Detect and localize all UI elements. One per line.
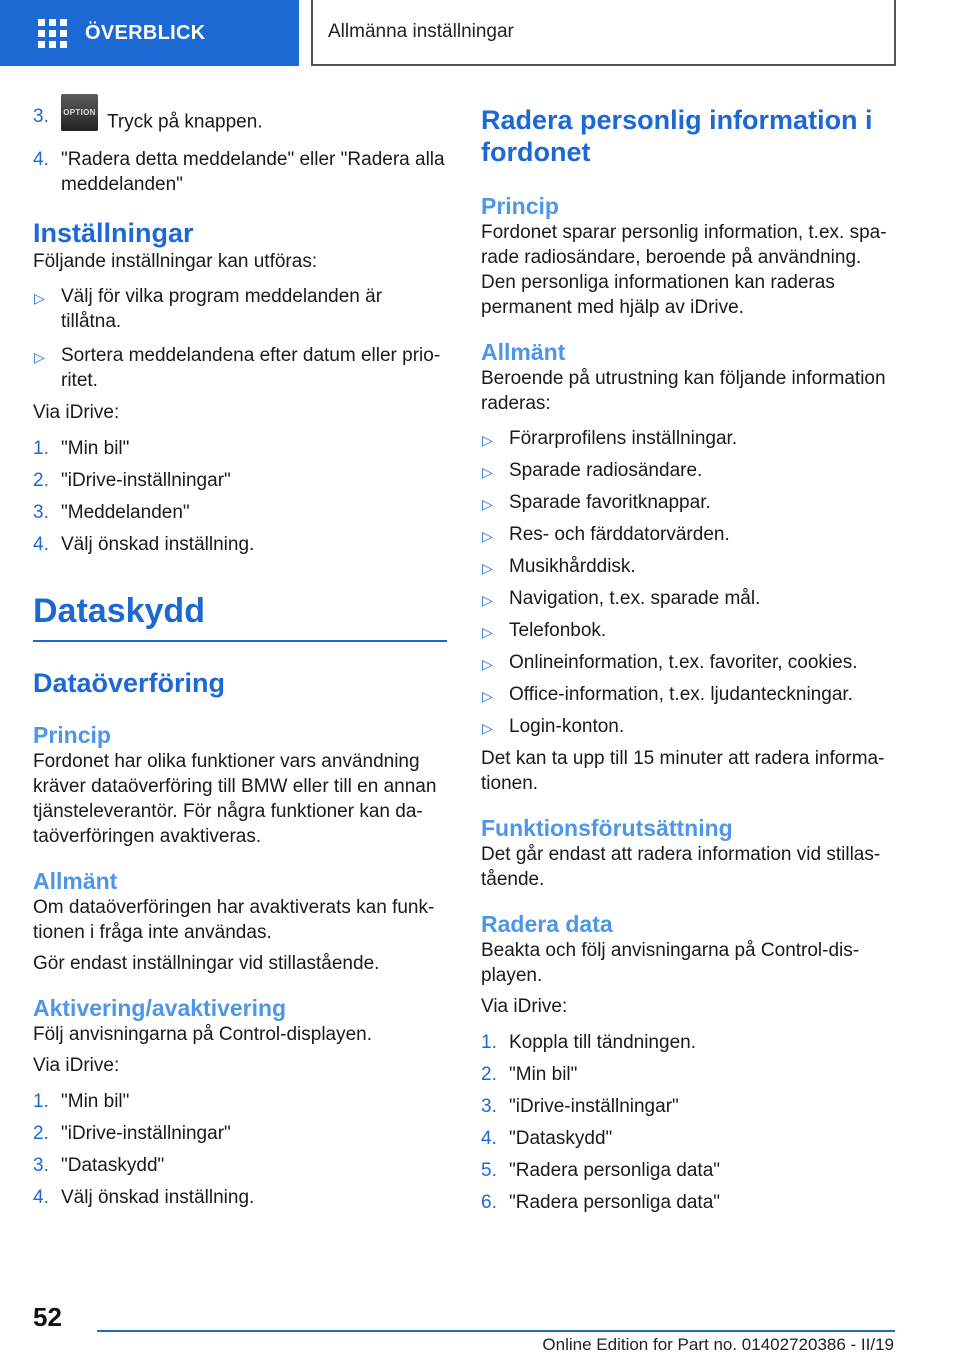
bullet-text: Välj för vilka program meddelanden är tillåtna. (61, 286, 383, 332)
list-item (33, 343, 447, 393)
list-item (481, 714, 899, 739)
triangle-bullet-icon: ▷ (482, 528, 493, 544)
chapter-title: Dataskydd (33, 592, 205, 630)
delete-personal-info-heading: Radera personlig information i fordonet (481, 105, 873, 167)
triangle-bullet-icon: ▷ (482, 592, 493, 608)
footer-divider (97, 1330, 895, 1332)
step-number: 4. (33, 149, 49, 170)
section-title-box (311, 0, 896, 66)
activation-steps-list (33, 1089, 447, 1210)
list-item (481, 586, 899, 611)
list-item (481, 426, 899, 451)
principle-text: Fordonet sparar personlig information, t.ex. spa-rade radiosändare, beroende på användning. Den personliga informationen kan raderas permanent med hjälp av iDrive. (481, 222, 887, 318)
settings-bullets (33, 284, 447, 393)
triangle-bullet-icon: ▷ (482, 496, 493, 512)
edition-text: Online Edition for Part no. 01402720386 - II/19 (542, 1335, 894, 1354)
general-text-1: Om dataöverföringen har avaktiverats kan funk-tionen i fråga inte användas. (33, 897, 435, 943)
settings-heading: Inställningar (33, 218, 194, 248)
list-item (481, 1094, 899, 1119)
step-number: 5. (481, 1160, 497, 1181)
triangle-bullet-icon: ▷ (482, 432, 493, 448)
step-number: 3. (481, 1096, 497, 1117)
step-text: "Radera personliga data" (509, 1192, 721, 1213)
principle-heading: Princip (33, 722, 111, 748)
general-text-2: Gör endast inställningar vid stillastående. (33, 953, 380, 974)
list-item (481, 1030, 899, 1055)
bullet-text: Telefonbok. (509, 620, 607, 641)
list-item (481, 490, 899, 515)
step-text: "iDrive-inställningar" (61, 1123, 231, 1144)
requirement-text: Det går endast att radera information vid stillas-tående. (481, 844, 881, 890)
triangle-bullet-icon: ▷ (482, 624, 493, 640)
step-number: 4. (33, 1187, 49, 1208)
general-heading: Allmänt (481, 339, 566, 365)
overview-tab[interactable] (0, 0, 299, 66)
principle-text: Fordonet har olika funktioner vars användning kräver dataöverföring till BMW eller till en annan tjänsteleverantör. För några funktioner kan da-taöverföringen avaktiveras. (33, 751, 437, 847)
list-item (481, 618, 899, 643)
bullet-text: Onlineinformation, t.ex. favoriter, cookies. (509, 652, 858, 673)
delete-steps-list (481, 1030, 899, 1215)
step-number: 4. (481, 1128, 497, 1149)
step-number: 3. (33, 1155, 49, 1176)
duration-text: Det kan ta upp till 15 minuter att radera informa-tionen. (481, 748, 885, 794)
step-text: "Min bil" (61, 438, 130, 459)
data-transfer-heading: Dataöverföring (33, 668, 226, 698)
step-number: 1. (33, 438, 49, 459)
step-text: "iDrive-inställningar" (61, 470, 231, 491)
list-item (481, 458, 899, 483)
bullet-text: Musikhårddisk. (509, 556, 636, 577)
chapter-divider (33, 640, 447, 642)
step-text: Välj önskad inställning. (61, 534, 255, 555)
bullet-text: Sparade radiosändare. (509, 460, 703, 481)
triangle-bullet-icon: ▷ (482, 688, 493, 704)
list-item (481, 522, 899, 547)
step-text: Välj önskad inställning. (61, 1187, 255, 1208)
list-item (481, 1190, 899, 1215)
page-number: 52 (33, 1302, 62, 1332)
step-number: 4. (33, 534, 49, 555)
step-text: Koppla till tändningen. (509, 1032, 696, 1053)
triangle-bullet-icon: ▷ (482, 720, 493, 736)
list-item (33, 532, 447, 557)
section-title: Allmänna inställningar (328, 21, 514, 42)
via-idrive-label: Via iDrive: (481, 996, 568, 1017)
step-number: 2. (33, 1123, 49, 1144)
list-item (481, 1126, 899, 1151)
step-text: "Meddelanden" (61, 502, 190, 523)
step-number: 2. (33, 470, 49, 491)
step-text: "Dataskydd" (509, 1128, 613, 1149)
step-text: "Min bil" (61, 1091, 130, 1112)
list-item (33, 147, 447, 197)
triangle-bullet-icon: ▷ (482, 560, 493, 576)
general-heading: Allmänt (33, 868, 118, 894)
deletable-info-bullets (481, 426, 899, 739)
list-item (33, 436, 447, 461)
activation-text: Följ anvisningarna på Control-displayen. (33, 1024, 373, 1045)
bullet-text: Office-information, t.ex. ljudanteckningar. (509, 684, 853, 705)
right-column (481, 104, 899, 1222)
list-item (33, 500, 447, 525)
grid-menu-icon (38, 19, 67, 48)
step-number: 1. (481, 1032, 497, 1053)
delete-data-text: Beakta och följ anvisningarna på Control-dis-playen. (481, 940, 860, 986)
via-idrive-label: Via iDrive: (33, 1055, 120, 1076)
option-button-icon: OPTION (61, 94, 98, 131)
step-text: "Min bil" (509, 1064, 578, 1085)
list-item (33, 1185, 447, 1210)
step-number: 6. (481, 1192, 497, 1213)
requirement-heading: Funktionsförutsättning (481, 815, 733, 841)
bullet-text: Res- och färddatorvärden. (509, 524, 730, 545)
step-text: "iDrive-inställningar" (509, 1096, 679, 1117)
step-text: Tryck på knappen. (107, 111, 263, 133)
list-item (33, 1153, 447, 1178)
delete-data-heading: Radera data (481, 911, 613, 937)
activation-heading: Aktivering/avaktivering (33, 995, 287, 1021)
step-text: "Radera personliga data" (509, 1160, 721, 1181)
step-number: 1. (33, 1091, 49, 1112)
principle-heading: Princip (481, 193, 559, 219)
bullet-text: Login-konton. (509, 716, 625, 737)
list-item (481, 650, 899, 675)
via-idrive-label: Via iDrive: (33, 402, 120, 423)
list-item (481, 554, 899, 579)
triangle-bullet-icon: ▷ (34, 290, 45, 306)
step-text: "Dataskydd" (61, 1155, 165, 1176)
bullet-text: Navigation, t.ex. sparade mål. (509, 588, 761, 609)
step-number: 3. (33, 502, 49, 523)
overview-tab-label: ÖVERBLICK (85, 21, 206, 44)
settings-steps-list (33, 436, 447, 557)
bullet-text: Sparade favoritknappar. (509, 492, 711, 513)
step-number: 2. (481, 1064, 497, 1085)
list-item (33, 1121, 447, 1146)
top-steps-list (33, 104, 447, 197)
list-item (33, 1089, 447, 1114)
general-text: Beroende på utrustning kan följande information raderas: (481, 368, 886, 414)
left-column (33, 104, 447, 1217)
bullet-text: Sortera meddelandena efter datum eller prio-ritet. (61, 345, 441, 391)
triangle-bullet-icon: ▷ (482, 464, 493, 480)
list-item (33, 468, 447, 493)
list-item (481, 1158, 899, 1183)
triangle-bullet-icon: ▷ (34, 349, 45, 365)
step-text: "Radera detta meddelande" eller "Radera alla meddelanden" (61, 149, 445, 195)
triangle-bullet-icon: ▷ (482, 656, 493, 672)
list-item (33, 104, 447, 141)
step-number: 3. (33, 106, 49, 127)
list-item (33, 284, 447, 334)
settings-intro: Följande inställningar kan utföras: (33, 251, 318, 272)
list-item (481, 1062, 899, 1087)
bullet-text: Förarprofilens inställningar. (509, 428, 738, 449)
list-item (481, 682, 899, 707)
